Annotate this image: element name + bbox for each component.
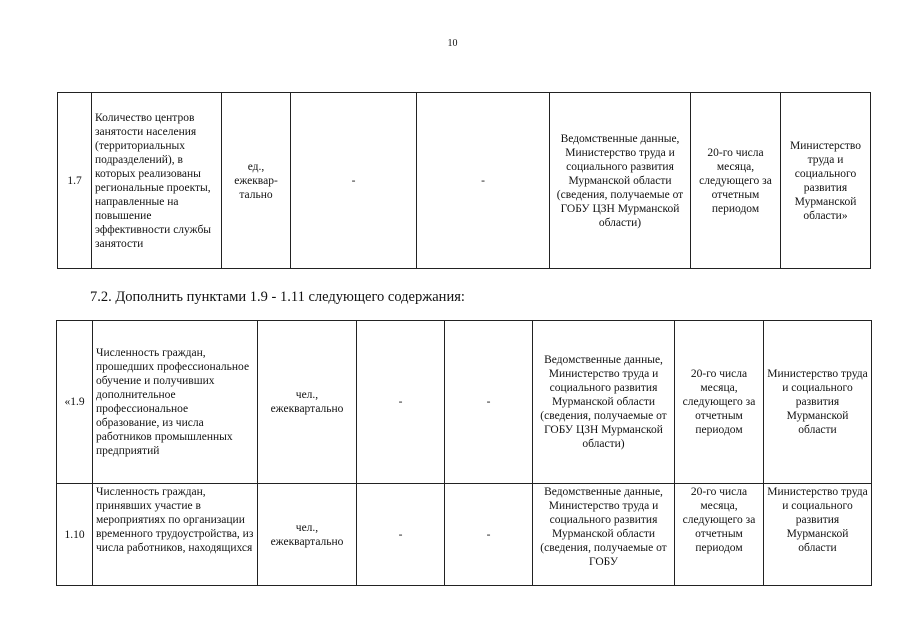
row-number: 1.7 (58, 93, 92, 269)
table-row (58, 93, 871, 269)
empty-value-cell: - (445, 321, 533, 484)
empty-value-cell: - (357, 484, 445, 586)
unit-periodicity: ед., ежеквар-тально (222, 93, 291, 269)
row-number: «1.9 (57, 321, 93, 484)
page-number: 10 (447, 38, 458, 49)
row-number: 1.10 (57, 484, 93, 586)
indicator-name: Численность граждан, принявших участие в мероприятиях по организации временного трудоустройства, из числа работников, находящихся (93, 484, 258, 586)
empty-value-cell: - (417, 93, 550, 269)
indicators-table-continued (57, 92, 871, 269)
unit-periodicity: чел., ежеквартально (258, 321, 357, 484)
deadline: 20-го числа месяца, следующего за отчетным периодом (675, 321, 764, 484)
responsible-body: Министерство труда и социального развития Мурманской области (764, 484, 872, 586)
table-row (57, 484, 872, 586)
section-heading: 7.2. Дополнить пунктами 1.9 - 1.11 следующего содержания: (90, 289, 465, 305)
empty-value-cell: - (445, 484, 533, 586)
indicator-name: Численность граждан, прошедших профессиональное обучение и получивших дополнительное профессиональное образование, из числа работников промышленных предприятий (93, 321, 258, 484)
table-row (57, 321, 872, 484)
responsible-body: Министерство труда и социального развития Мурманской области» (781, 93, 871, 269)
data-source: Ведомственные данные, Министерство труда и социального развития Мурманской области (сведения, получаемые от ГОБУ ЦЗН Мурманской области) (550, 93, 691, 269)
indicator-name: Количество центров занятости населения (территориальных подразделений), в которых реализованы региональные проекты, направленные на повышение эффективности службы занятости (92, 93, 222, 269)
data-source: Ведомственные данные, Министерство труда и социального развития Мурманской области (сведения, получаемые от ГОБУ ЦЗН Мурманской области) (533, 321, 675, 484)
data-source: Ведомственные данные, Министерство труда и социального развития Мурманской области (сведения, получаемые от ГОБУ (533, 484, 675, 586)
empty-value-cell: - (291, 93, 417, 269)
deadline: 20-го числа месяца, следующего за отчетным периодом (675, 484, 764, 586)
empty-value-cell: - (357, 321, 445, 484)
indicators-table-additions (56, 320, 872, 586)
responsible-body: Министерство труда и социального развития Мурманской области (764, 321, 872, 484)
deadline: 20-го числа месяца, следующего за отчетным периодом (691, 93, 781, 269)
unit-periodicity: чел., ежеквартально (258, 484, 357, 586)
